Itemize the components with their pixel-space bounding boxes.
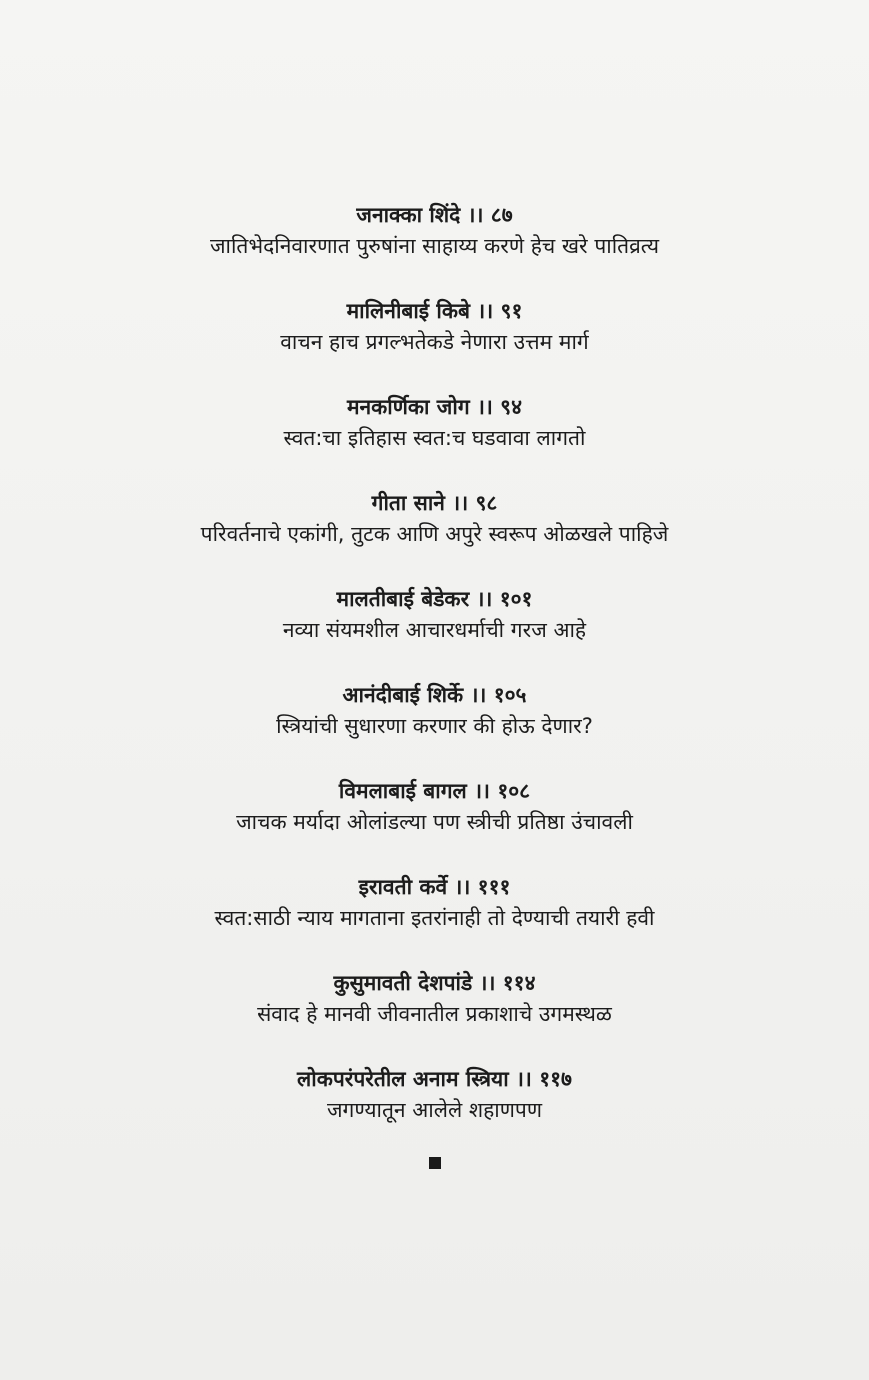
entry-subtitle: जाचक मर्यादा ओलांडल्या पण स्त्रीची प्रतिष्ठा उंचावली [236, 810, 633, 834]
entry-title: आनंदीबाई शिर्के ।। १०५ [342, 683, 527, 707]
entry-title: कुसुमावती देशपांडे ।। ११४ [333, 971, 536, 995]
entry-subtitle: स्वत:चा इतिहास स्वत:च घडवावा लागतो [283, 426, 586, 450]
table-of-contents [0, 200, 869, 1160]
toc-entry [0, 200, 869, 296]
toc-entry [0, 872, 869, 968]
entry-subtitle: वाचन हाच प्रगल्भतेकडे नेणारा उत्तम मार्ग [280, 330, 589, 354]
entry-title: मालिनीबाई किबे ।। ९१ [346, 299, 523, 323]
entry-title: लोकपरंपरेतील अनाम स्त्रिया ।। ११७ [297, 1067, 572, 1091]
toc-entry [0, 392, 869, 488]
toc-entry [0, 680, 869, 776]
entry-subtitle: स्त्रियांची सुधारणा करणार की होऊ देणार? [276, 714, 593, 738]
entry-subtitle: संवाद हे मानवी जीवनातील प्रकाशाचे उगमस्थळ [257, 1002, 612, 1026]
entry-title: जनाक्का शिंदे ।। ८७ [356, 203, 513, 227]
toc-entry [0, 968, 869, 1064]
entry-subtitle: जातिभेदनिवारणात पुरुषांना साहाय्य करणे हेच खरे पातिव्रत्य [209, 234, 660, 258]
entry-title: इरावती कर्वे ।। १११ [358, 875, 511, 899]
entry-title: विमलाबाई बागल ।। १०८ [338, 779, 531, 803]
entry-title: मनकर्णिका जोग ।। ९४ [346, 395, 523, 419]
toc-entry [0, 584, 869, 680]
entry-subtitle: नव्या संयमशील आचारधर्माची गरज आहे [282, 618, 587, 642]
end-of-section-square-icon [429, 1157, 441, 1169]
toc-entry [0, 296, 869, 392]
toc-entry [0, 1064, 869, 1160]
entry-title: गीता साने ।। ९८ [371, 491, 498, 515]
entry-title: मालतीबाई बेडेकर ।। १०१ [336, 587, 533, 611]
entry-subtitle: परिवर्तनाचे एकांगी, तुटक आणि अपुरे स्वरूप ओळखले पाहिजे [200, 522, 669, 546]
entry-subtitle: जगण्यातून आलेले शहाणपण [326, 1098, 543, 1122]
entry-subtitle: स्वत:साठी न्याय मागताना इतरांनाही तो देण्याची तयारी हवी [214, 906, 655, 930]
toc-entry [0, 776, 869, 872]
toc-entry [0, 488, 869, 584]
